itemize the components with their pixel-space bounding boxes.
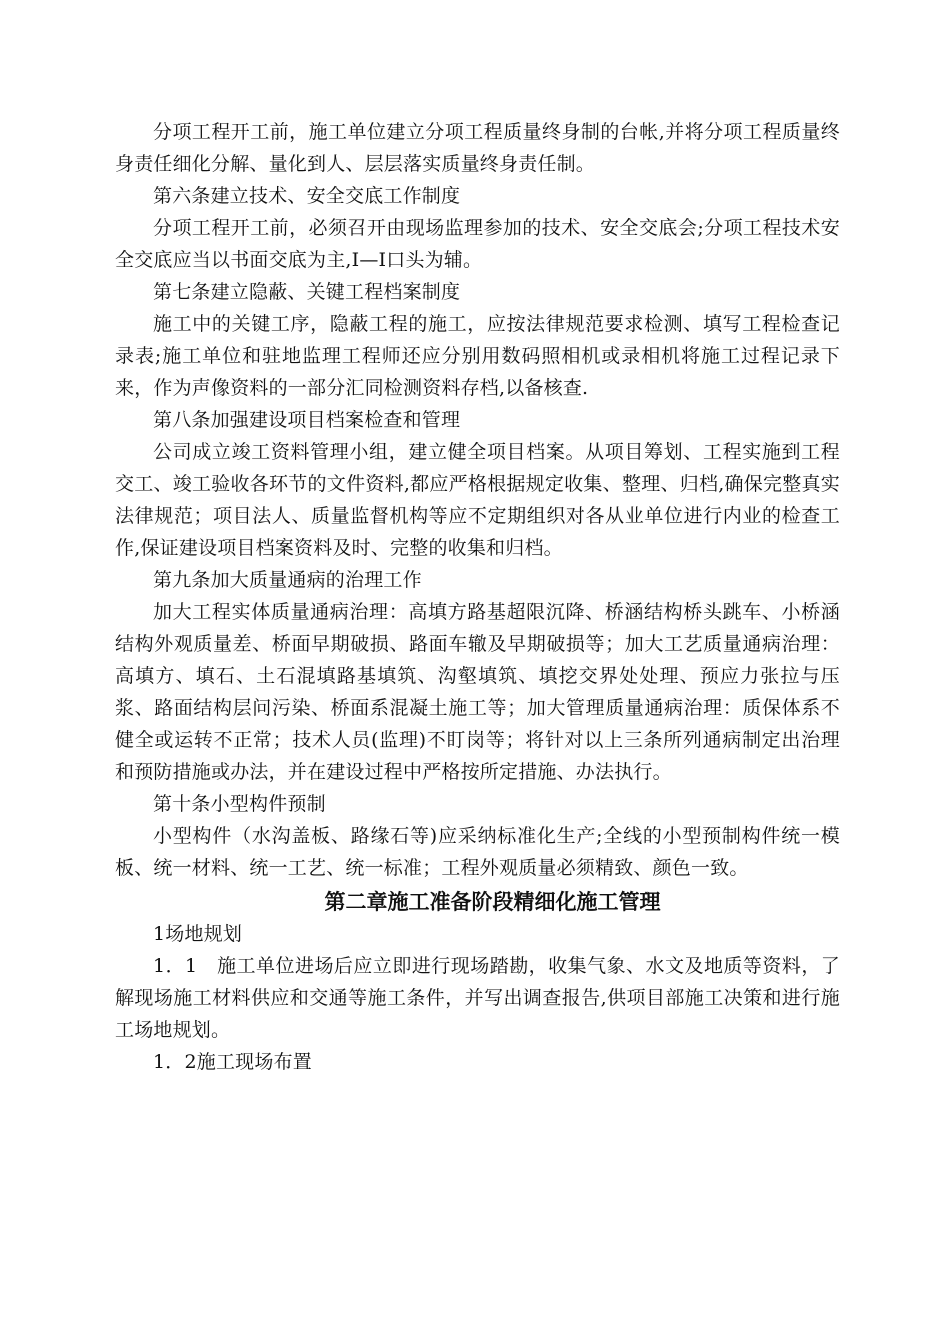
section-1-heading: 1场地规划 [153,923,243,945]
article-8-heading: 第八条加强建设项目档案检查和管理 [153,409,461,431]
chapter-2-title: 第二章施工准备阶段精细化施工管理 [324,890,661,914]
article-10-heading: 第十条小型构件预制 [153,793,326,815]
paragraph-archives: 公司成立竣工资料管理小组，建立健全项目档案。从项目筹划、工程实施到工程交工、竣工验收各环节的文件资料,都应严格根据规定收集、整理、归档,确保完整真实法律规范；项目法人、质量监督机构等应不定期组织对各从业单位进行内业的检查工作,保证建设项目档案资料及时、完整的收集和归档。 [115,441,840,559]
paragraph-hidden-works: 施工中的关键工序，隐蔽工程的施工，应按法律规范要求检测、填写工程检查记录表;施工单位和驻地监理工程师还应分别用数码照相机或录相机将施工过程记录下来，作为声像资料的一部分汇同检测资料存档,以备核查. [115,313,840,399]
article-6-heading: 第六条建立技术、安全交底工作制度 [153,185,461,207]
article-7-heading: 第七条建立隐蔽、关键工程档案制度 [153,281,461,303]
document-page [115,116,840,1078]
paragraph-site-survey: 1．1 施工单位进场后应立即进行现场踏勘，收集气象、水文及地质等资料，了解现场施工材料供应和交通等施工条件，并写出调查报告,供项目部施工决策和进行施工场地规划。 [115,955,840,1041]
paragraph-ledger: 分项工程开工前，施工单位建立分项工程质量终身制的台帐,并将分项工程质量终身责任细化分解、量化到人、层层落实质量终身责任制。 [115,121,840,175]
section-1-2-heading: 1．2施工现场布置 [153,1051,312,1073]
paragraph-prefab: 小型构件（水沟盖板、路缘石等)应采纳标准化生产;全线的小型预制构件统一模板、统一材料、统一工艺、统一标准；工程外观质量必须精致、颜色一致。 [115,825,840,879]
paragraph-briefing: 分项工程开工前，必须召开由现场监理参加的技术、安全交底会;分项工程技术安全交底应当以书面交底为主,I—I口头为辅。 [115,217,840,271]
article-9-heading: 第九条加大质量通病的治理工作 [153,569,422,591]
paragraph-quality-defects: 加大工程实体质量通病治理：高填方路基超限沉降、桥涵结构桥头跳车、小桥涵结构外观质量差、桥面早期破损、路面车辙及早期破损等；加大工艺质量通病治理：高填方、填石、土石混填路基填筑、沟壑填筑、填挖交界处处理、预应力张拉与压浆、路面结构层问污染、桥面系混凝土施工等；加大管理质量通病治理：质保体系不健全或运转不正常；技术人员(监理)不盯岗等；将针对以上三条所列通病制定出治理和预防措施或办法，并在建设过程中严格按所定措施、办法执行。 [115,601,840,783]
